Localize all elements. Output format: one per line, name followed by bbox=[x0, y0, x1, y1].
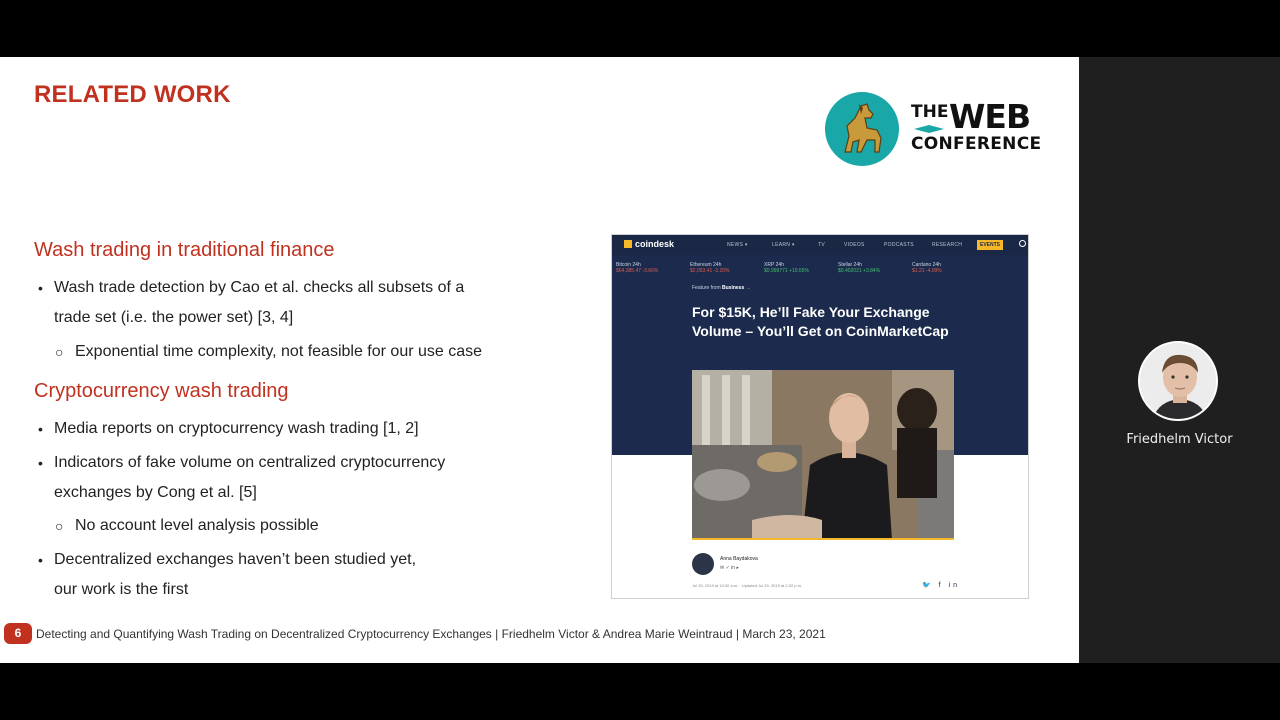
bullet-text: trade set (i.e. the power set) [3, 4] bbox=[54, 309, 294, 326]
bullet-glyph: • bbox=[38, 455, 43, 471]
sub-bullet-glyph: ○ bbox=[55, 518, 64, 534]
author-name: Anna Baydakova bbox=[720, 556, 758, 562]
price-ticker bbox=[764, 262, 809, 274]
bullet-text: Media reports on cryptocurrency wash trading [1, 2] bbox=[54, 420, 419, 437]
price-ticker bbox=[616, 262, 658, 274]
bullet-glyph: • bbox=[38, 421, 43, 437]
ticker-name: Cardano 24h bbox=[912, 262, 941, 268]
bullet-glyph: • bbox=[38, 552, 43, 568]
presentation-slide bbox=[0, 57, 1079, 663]
article-photo bbox=[692, 370, 954, 540]
author-avatar bbox=[692, 553, 714, 575]
bullet-text: Wash trade detection by Cao et al. checks all subsets of a bbox=[54, 279, 465, 296]
bullet-item bbox=[38, 545, 416, 605]
ticker-value: $64,385.47 -3.66% bbox=[616, 268, 659, 274]
coindesk-nav-item: LEARN ▾ bbox=[772, 242, 795, 248]
slide-title: RELATED WORK bbox=[34, 81, 231, 108]
bullet-text: our work is the first bbox=[54, 581, 189, 598]
feature-section: Business bbox=[722, 285, 745, 291]
participant-panel bbox=[1079, 57, 1280, 663]
coindesk-logo-icon bbox=[624, 240, 632, 248]
search-icon bbox=[1019, 240, 1026, 247]
bullet-glyph: • bbox=[38, 280, 43, 296]
horse-emblem-icon bbox=[825, 92, 899, 166]
bullet-item bbox=[38, 414, 419, 444]
sub-bullet-text: Exponential time complexity, not feasible for our use case bbox=[75, 343, 483, 360]
price-ticker bbox=[690, 262, 729, 274]
sub-bullet-item bbox=[55, 511, 319, 541]
ticker-value: $1.21 -4.09% bbox=[912, 268, 942, 274]
ticker-name: Ethereum 24h bbox=[690, 262, 722, 268]
web-conference-logo bbox=[825, 90, 1042, 166]
sub-bullet-text: No account level analysis possible bbox=[75, 517, 319, 534]
bullet-text: Decentralized exchanges haven’t been studied yet, bbox=[54, 551, 417, 568]
logo-diamond-icon bbox=[914, 125, 944, 133]
ticker-value: $2,053.41 -3.20% bbox=[690, 268, 730, 274]
participant-name: Friedhelm Victor bbox=[1126, 432, 1233, 447]
video-bottom-letterbox bbox=[0, 663, 1280, 720]
price-ticker bbox=[912, 262, 942, 274]
feature-prefix: Feature from bbox=[692, 285, 721, 291]
bullet-text: Indicators of fake volume on centralized cryptocurrency bbox=[54, 454, 446, 471]
coindesk-nav-item: VIDEOS bbox=[844, 242, 865, 248]
bullet-item bbox=[38, 448, 445, 508]
coindesk-nav-item: RESEARCH bbox=[932, 242, 963, 248]
participant-avatar[interactable] bbox=[1138, 341, 1218, 421]
price-ticker bbox=[838, 262, 880, 274]
coindesk-brand-text: coindesk bbox=[635, 239, 675, 249]
section-heading-crypto: Cryptocurrency wash trading bbox=[34, 380, 289, 402]
coindesk-brand bbox=[624, 239, 674, 249]
article-date: Jul 30, 2019 at 10:30 a.m. · Updated Jul 29, 2019 at 2:32 p.m. bbox=[692, 583, 803, 588]
sub-bullet-item bbox=[55, 337, 482, 367]
arrow-right-icon: → bbox=[745, 285, 751, 291]
ticker-value: $0.402021 +3.84% bbox=[838, 268, 881, 274]
ticker-value: $0.999771 +10.55% bbox=[764, 268, 809, 274]
article-headline: For $15K, He’ll Fake Your Exchange Volume – You’ll Get on CoinMarketCap bbox=[692, 304, 949, 339]
section-heading-traditional: Wash trading in traditional finance bbox=[34, 239, 335, 261]
video-top-letterbox bbox=[0, 0, 1280, 57]
coindesk-nav-item: TV bbox=[818, 242, 825, 248]
feature-label bbox=[692, 285, 751, 291]
author-social-icons: ✉ ✓ in ▸ bbox=[720, 565, 739, 571]
bullet-text: exchanges by Cong et al. [5] bbox=[54, 484, 257, 501]
slide-footer: Detecting and Quantifying Wash Trading on Decentralized Cryptocurrency Exchanges | Friedhelm Victor & Andrea Marie Weintraud | March 23, 2021 bbox=[36, 627, 826, 641]
share-icons: 🐦 f in bbox=[922, 582, 960, 589]
slide-number-badge: 6 bbox=[4, 623, 32, 644]
coindesk-navbar bbox=[612, 235, 1028, 255]
coindesk-nav-item: PODCASTS bbox=[884, 242, 914, 248]
coindesk-article-screenshot bbox=[611, 234, 1029, 599]
coindesk-events-badge: EVENTS bbox=[977, 240, 1003, 250]
ticker-name: Stellar 24h bbox=[838, 262, 862, 268]
logo-text-the: THE bbox=[911, 102, 949, 122]
ticker-name: XRP 24h bbox=[764, 262, 784, 268]
ticker-name: Bitcoin 24h bbox=[616, 262, 641, 268]
logo-text-conference: CONFERENCE bbox=[911, 134, 1042, 154]
bullet-item bbox=[38, 273, 464, 333]
coindesk-nav-item: NEWS ▾ bbox=[727, 242, 748, 248]
logo-text-web: WEB bbox=[949, 97, 1031, 136]
sub-bullet-glyph: ○ bbox=[55, 344, 64, 360]
